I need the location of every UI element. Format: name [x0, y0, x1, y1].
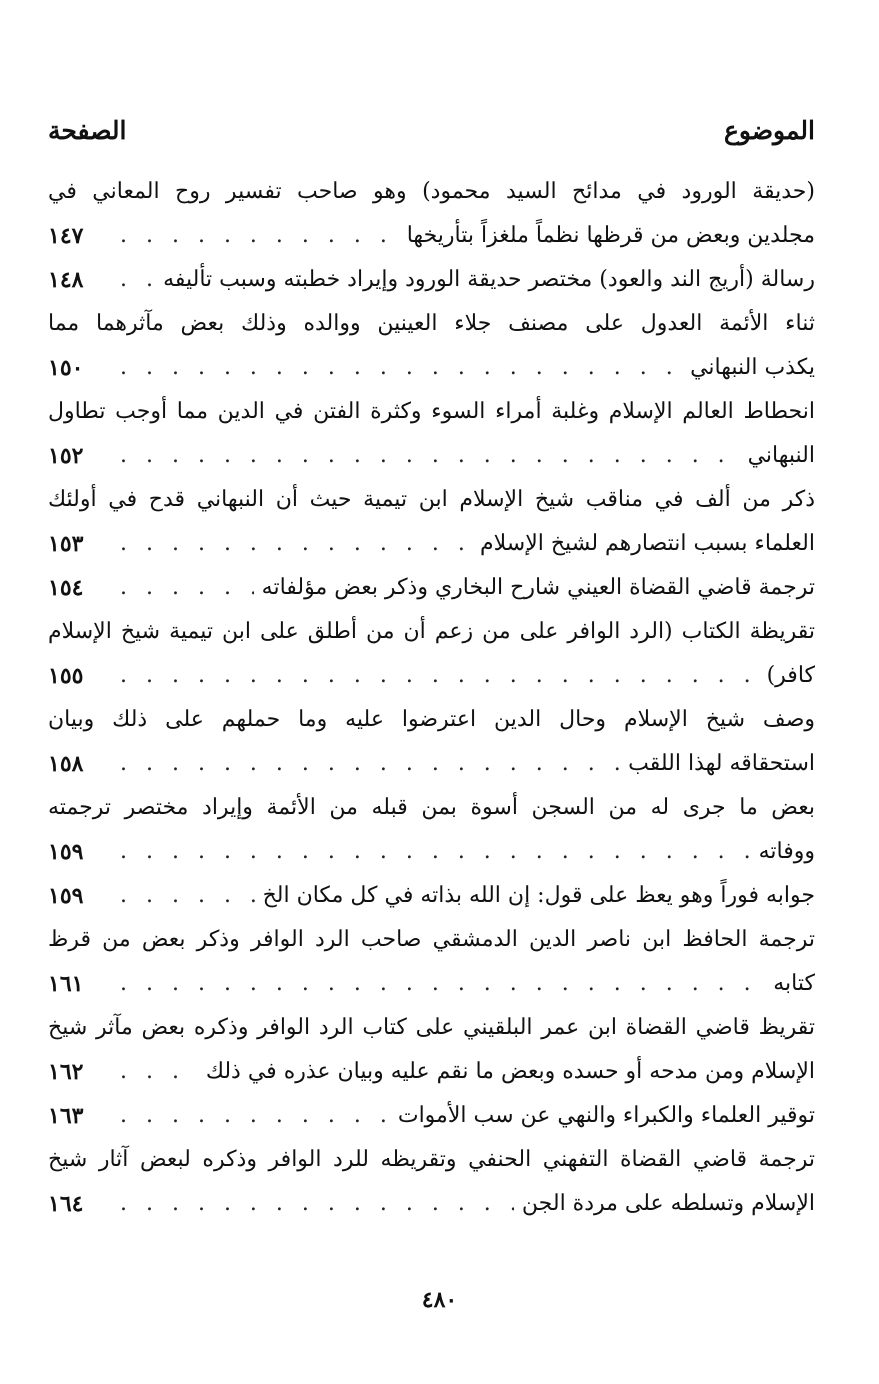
toc-entry-page: ١٤٨	[48, 267, 84, 293]
toc-entry-line	[48, 1006, 815, 1050]
toc-entry-line	[48, 302, 815, 346]
dot-leader	[120, 258, 155, 302]
toc-entry-line	[48, 1138, 815, 1182]
page-number: ٤٨٠	[421, 1287, 458, 1313]
toc-entry-text: استحقاقه لهذا اللقب	[628, 751, 815, 776]
toc-entry-line-final	[48, 214, 815, 258]
toc-entry-text: تقريظة الكتاب (الرد الوافر على من زعم أن من أطلق على ابن تيمية شيخ الإسلام	[48, 619, 815, 644]
toc-entry-text: ووفاته	[758, 839, 815, 864]
toc-entry-text: ترجمة قاضي القضاة العيني شارح البخاري وذكر بعض مؤلفاته	[261, 575, 815, 600]
toc-entry-page: ١٥٩	[48, 839, 84, 865]
dot-leader	[120, 742, 620, 786]
toc-entry-page: ١٦٤	[48, 1191, 84, 1217]
toc-entry-line-final	[48, 830, 815, 874]
toc-entry-text: العلماء بسبب انتصارهم لشيخ الإسلام	[480, 531, 815, 556]
toc-entry-line	[48, 390, 815, 434]
toc-entry-page: ١٥٥	[48, 663, 84, 689]
toc-entry-page: ١٦١	[48, 971, 84, 997]
toc-entry-page: ١٥٩	[48, 883, 84, 909]
toc-entry-line-final	[48, 1094, 815, 1138]
page-column-label: الصفحة	[48, 115, 127, 145]
toc-entry-line	[48, 918, 815, 962]
toc-entry-page: ١٦٢	[48, 1059, 84, 1085]
toc-entry-line-final	[48, 434, 815, 478]
dot-leader	[120, 522, 472, 566]
toc-entry-line-final	[48, 742, 815, 786]
toc-entry-text: ثناء الأئمة العدول على مصنف جلاء العينين ووالده وذلك بعض مآثرهما مما	[48, 311, 815, 336]
toc-entry-page: ١٥٠	[48, 355, 84, 381]
toc-entry-text: جوابه فوراً وهو يعظ على قول: إن الله بذاته في كل مكان الخ	[262, 883, 815, 908]
dot-leader	[120, 1182, 514, 1226]
toc-entry-line-final	[48, 522, 815, 566]
toc-entry-text: انحطاط العالم الإسلام وغلبة أمراء السوء وكثرة الفتن في الدين مما أوجب تطاول	[48, 399, 815, 424]
dot-leader	[120, 1050, 198, 1094]
dot-leader	[120, 346, 682, 390]
toc-entry-text: تقريظ قاضي القضاة ابن عمر البلقيني على كتاب الرد الوافر وذكره بعض مآثر شيخ	[48, 1015, 815, 1040]
toc-entry-line-final	[48, 566, 815, 610]
toc-entry-line	[48, 698, 815, 742]
dot-leader	[120, 830, 751, 874]
dot-leader	[120, 1094, 390, 1138]
toc-entry-page: ١٥٢	[48, 443, 84, 469]
toc-entry-line-final	[48, 258, 815, 302]
toc-entry-text: ترجمة قاضي القضاة التفهني الحنفي وتقريظه للرد الوافر وذكره لبعض آثار شيخ	[48, 1147, 815, 1172]
toc-entry-line-final	[48, 654, 815, 698]
toc-entry-text: النبهاني	[747, 443, 815, 468]
toc-entry-page: ١٥٣	[48, 531, 84, 557]
toc-entry-line-final	[48, 962, 815, 1006]
toc-entry-text: كافر)	[766, 663, 815, 688]
toc-entry-text: (حديقة الورود في مدائح السيد محمود) وهو صاحب تفسير روح المعاني في	[48, 179, 815, 204]
toc-entry-text: وصف شيخ الإسلام وحال الدين اعترضوا عليه وما حملهم على ذلك وبيان	[48, 707, 815, 732]
toc-entry-line-final	[48, 346, 815, 390]
toc-entry-page: ١٥٨	[48, 751, 84, 777]
toc-entry-text: الإسلام ومن مدحه أو حسده وبعض ما نقم عليه وبيان عذره في ذلك	[205, 1059, 815, 1084]
toc-entry-text: بعض ما جرى له من السجن أسوة بمن قبله من الأئمة وإيراد مختصر ترجمته	[48, 795, 815, 820]
toc-entry-line-final	[48, 1050, 815, 1094]
toc-entry-text: الإسلام وتسلطه على مردة الجن	[521, 1191, 815, 1216]
dot-leader	[120, 566, 254, 610]
dot-leader	[120, 962, 765, 1006]
toc-entry-line	[48, 170, 815, 214]
toc-entry-page: ١٤٧	[48, 223, 84, 249]
toc-entry-text: كتابه	[773, 971, 815, 996]
toc-entry-text: توقير العلماء والكبراء والنهي عن سب الأموات	[397, 1103, 815, 1128]
toc-entry-page: ١٦٣	[48, 1103, 84, 1129]
toc-entry-line	[48, 610, 815, 654]
toc-entry-page: ١٥٤	[48, 575, 84, 601]
toc-entry-line	[48, 786, 815, 830]
toc-entry-line-final	[48, 1182, 815, 1226]
toc-entry-line-final	[48, 874, 815, 918]
dot-leader	[120, 654, 759, 698]
toc-entry-text: يكذب النبهاني	[690, 355, 815, 380]
topic-column-label: الموضوع	[724, 115, 815, 145]
toc-entry-text: ذكر من ألف في مناقب شيخ الإسلام ابن تيمية حيث أن النبهاني قدح في أولئك	[48, 487, 815, 512]
dot-leader	[120, 434, 740, 478]
toc-entry-text: رسالة (أريج الند والعود) مختصر حديقة الورود وإيراد خطبته وسبب تأليفه	[163, 267, 815, 292]
dot-leader	[120, 214, 399, 258]
dot-leader	[120, 874, 255, 918]
toc-entry-text: ترجمة الحافظ ابن ناصر الدين الدمشقي صاحب الرد الوافر وذكر بعض من قرظ	[48, 927, 815, 952]
toc-entry-text: مجلدين وبعض من قرظها نظماً ملغزاً بتأريخها	[406, 223, 815, 248]
table-of-contents	[48, 170, 815, 1226]
toc-header	[48, 108, 815, 152]
toc-entry-line	[48, 478, 815, 522]
